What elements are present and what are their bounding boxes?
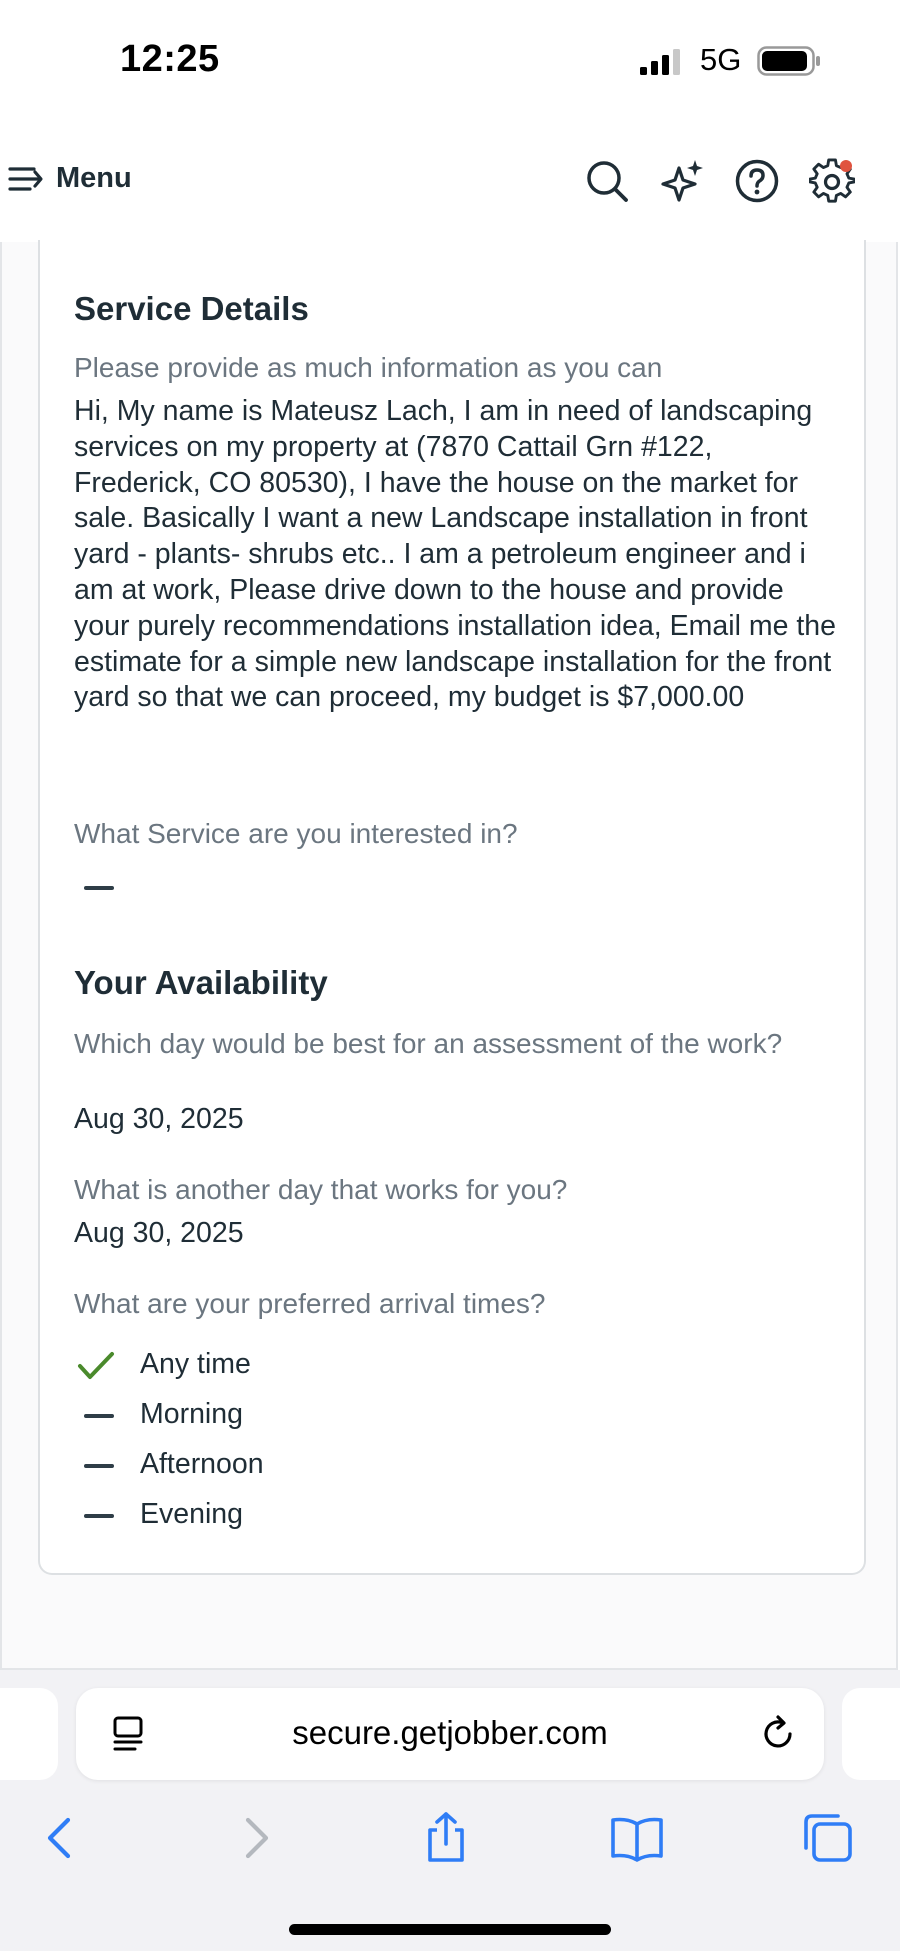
arrival-option-afternoon	[74, 1446, 474, 1486]
arrival-option-label: Any time	[140, 1348, 251, 1380]
service-info-value: Hi, My name is Mateusz Lach, I am in need of landscaping services on my property at (7870 Cattail Grn #122, Frederick, CO 80530), I have the house on the market for sale. Basically I want a new Landscape installation in front yard - plants- shrubs etc.. I am a petroleum engineer and i am at work, Please drive down to the house and provide your purely recommendations installation idea, Email me the estimate for a simple new landscape installation for the front yard so that we can proceed, my budget is $7,000.00	[74, 395, 836, 714]
reload-icon[interactable]	[756, 1712, 800, 1756]
status-bar	[0, 0, 900, 120]
unselected-dash-icon	[84, 1464, 114, 1468]
previous-tab-preview[interactable]	[0, 1688, 58, 1780]
forward-icon[interactable]	[228, 1810, 284, 1866]
menu-button[interactable]	[8, 162, 132, 195]
back-icon[interactable]	[32, 1810, 88, 1866]
share-icon[interactable]	[418, 1810, 474, 1866]
arrival-option-any-time	[74, 1346, 474, 1386]
another-day-label: What is another day that works for you?	[74, 1174, 568, 1205]
arrival-option-morning	[74, 1396, 474, 1436]
tabs-icon[interactable]	[800, 1810, 856, 1866]
service-details-title: Service Details	[74, 290, 309, 327]
cellular-signal-icon	[638, 48, 686, 76]
home-indicator[interactable]	[289, 1924, 611, 1935]
unselected-dash-icon	[84, 1414, 114, 1418]
notification-dot	[840, 160, 852, 172]
arrival-option-label: Evening	[140, 1498, 243, 1530]
arrival-times-label: What are your preferred arrival times?	[74, 1288, 546, 1319]
page-content	[0, 242, 898, 1670]
browser-toolbar	[0, 1670, 900, 1951]
best-day-value: Aug 30, 2025	[74, 1103, 244, 1135]
menu-label: Menu	[56, 162, 132, 194]
url-text: secure.getjobber.com	[292, 1714, 608, 1751]
arrival-option-label: Afternoon	[140, 1448, 264, 1480]
best-day-label: Which day would be best for an assessment of the work?	[74, 1028, 783, 1059]
request-details-card	[38, 240, 866, 1575]
service-interest-label: What Service are you interested in?	[74, 818, 518, 849]
menu-icon	[8, 164, 44, 194]
help-icon[interactable]	[734, 158, 780, 204]
availability-title: Your Availability	[74, 964, 328, 1001]
arrival-option-label: Morning	[140, 1398, 243, 1430]
app-header	[0, 120, 900, 242]
address-bar[interactable]	[76, 1688, 824, 1780]
unselected-dash-icon	[84, 1514, 114, 1518]
empty-value-dash	[84, 886, 114, 890]
service-info-label: Please provide as much information as you can	[74, 352, 663, 383]
settings-icon[interactable]	[809, 158, 855, 204]
battery-icon	[757, 46, 821, 76]
check-icon	[74, 1346, 118, 1386]
sparkle-icon[interactable]	[659, 158, 705, 204]
search-icon[interactable]	[584, 158, 630, 204]
network-type: 5G	[700, 42, 742, 77]
bookmarks-icon[interactable]	[609, 1810, 665, 1866]
status-time: 12:25	[120, 38, 220, 80]
arrival-option-evening	[74, 1496, 474, 1536]
another-day-value: Aug 30, 2025	[74, 1217, 244, 1249]
next-tab-preview[interactable]	[842, 1688, 900, 1780]
